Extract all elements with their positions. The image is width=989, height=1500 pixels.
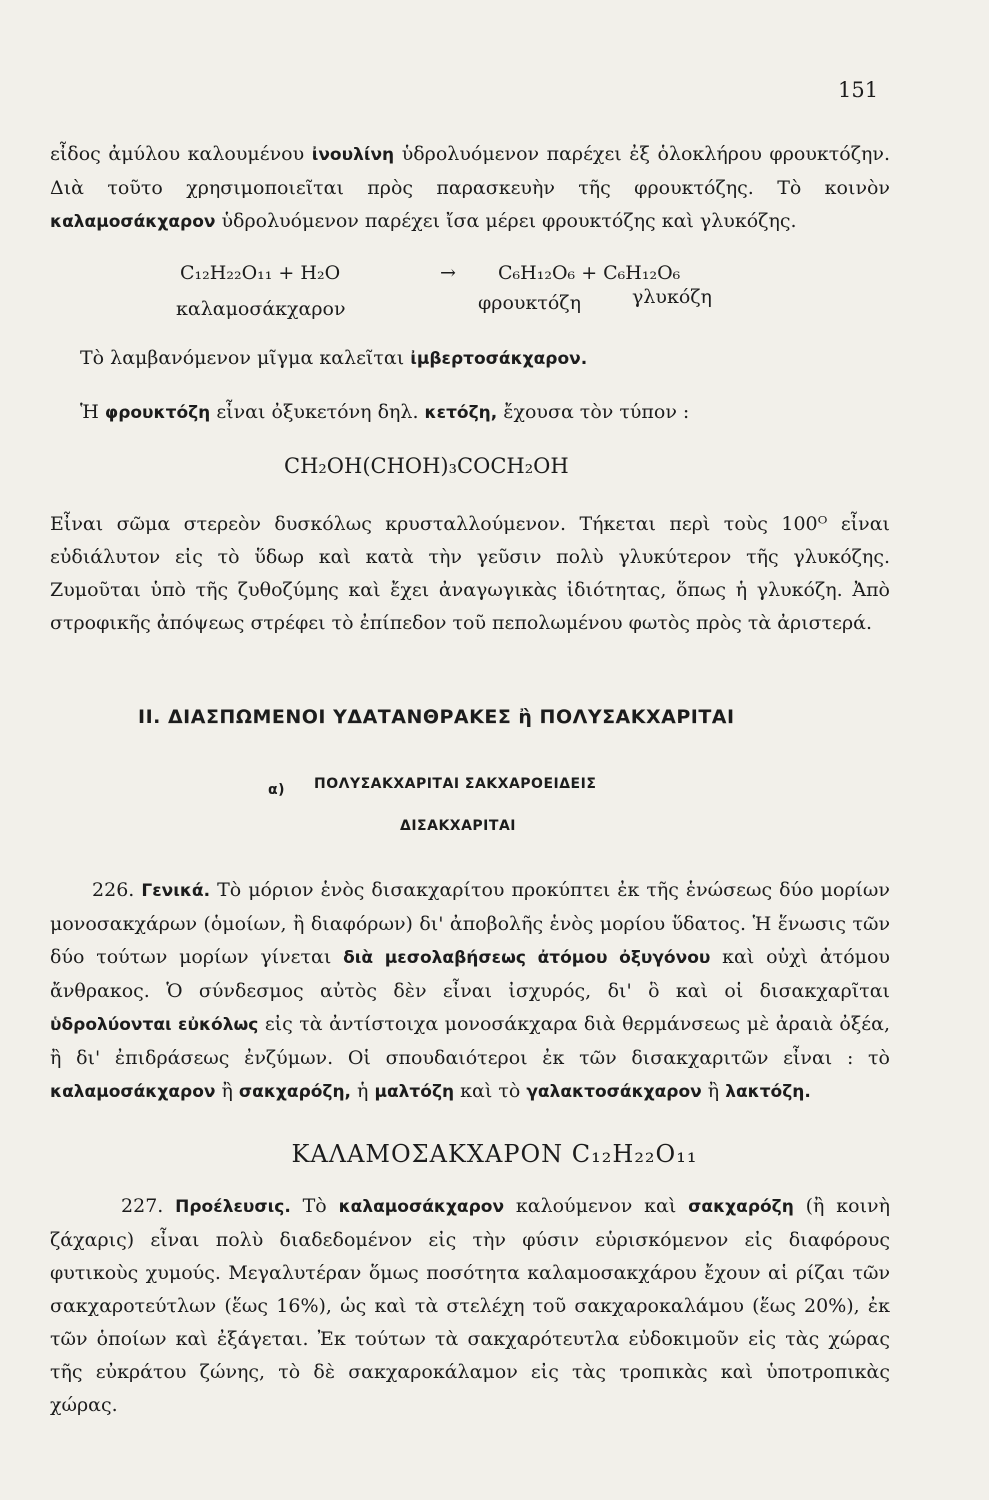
- equation-label-sucrose: καλαμοσάκχαρον: [176, 298, 346, 320]
- equation-label-fructose: φρουκτόζη: [478, 292, 581, 314]
- p226-bold-hydrolysis: ὑδρολύονται εὐκόλως: [50, 1015, 259, 1035]
- p226-text-2: καὶ οὐχὶ ἀτόμου ἄνθρακος. Ὁ σύνδεσμος αὐτὸς δὲν εἶναι ἰσχυρός, δι' ὃ καὶ οἱ δισακχαρῖται: [50, 946, 890, 1002]
- intro-bold-inulin: ἰνουλίνη: [311, 145, 395, 165]
- invert-sugar-line: [80, 342, 920, 376]
- equation-arrow: →: [440, 262, 456, 284]
- intro-text-1: εἶδος ἀμύλου καλουμένου: [50, 143, 312, 165]
- p227-number: 227.: [121, 1195, 176, 1217]
- intro-bold-sucrose: καλαμοσάκχαρον: [50, 212, 216, 232]
- p226-text-5: ἡ: [351, 1080, 375, 1102]
- fructose-bold-2: κετόζη,: [424, 403, 498, 423]
- p226-bold-saccharose: σακχαρόζη,: [238, 1082, 352, 1102]
- fructose-bold-1: φρουκτόζη: [104, 403, 211, 423]
- p226-text-1: Τὸ μόριον ἑνὸς δισακχαρίτου προκύπτει ἐκ τῆς ἑνώσεως δύο μορίων μονοσακχάρων (ὁμοίων, ἢ διαφόρων) δι' ἀποβολῆς ἑνὸς μορίου ὕδατος. Ἡ ἕνωσις τῶν δύο τούτων μορίων γίνεται: [50, 879, 890, 968]
- fructose-formula: CH₂OH(CHOH)₃COCH₂OH: [284, 454, 569, 478]
- p226-number: 226.: [92, 879, 142, 901]
- section-heading: II. ΔΙΑΣΠΩΜΕΝΟΙ ΥΔΑΤΑΝΘΡΑΚΕΣ ἢ ΠΟΛΥΣΑΚΧΑΡΙΤΑΙ: [138, 706, 735, 728]
- p227-bold-sucrose: καλαμοσάκχαρον: [338, 1197, 505, 1217]
- equation-label-glucose: γλυκόζη: [632, 286, 712, 308]
- equation-rhs: C₆H₁₂O₆ + C₆H₁₂O₆: [498, 262, 681, 284]
- fructose-text-2: εἶναι ὀξυκετόνη δηλ.: [210, 401, 425, 423]
- p227-bold-saccharose: σακχαρόζη: [688, 1197, 794, 1217]
- p226-text-4: ἢ: [215, 1080, 239, 1102]
- p226-bold-sucrose: καλαμοσάκχαρον: [50, 1082, 216, 1102]
- p226-bold-galactose-sugar: γαλακτοσάκχαρον: [526, 1082, 702, 1102]
- paragraph-226: [50, 874, 890, 1109]
- invert-text: Τὸ λαμβανόμενον μῖγμα καλεῖται: [80, 347, 411, 369]
- p227-bold-origin: Προέλευσις.: [175, 1197, 291, 1217]
- p226-bold-oxygen: διὰ μεσολαβήσεως ἀτόμου ὀξυγόνου: [343, 948, 711, 968]
- intro-text-2: ὑδρολυόμενον παρέχει ἐξ ὁλοκλήρου φρουκτόζην. Διὰ τοῦτο χρησιμοποιεῖται πρὸς παρασκευὴν τῆς φρουκτόζης. Τὸ κοινὸν: [50, 143, 890, 199]
- paragraph-227: [50, 1190, 890, 1422]
- fructose-line: [80, 396, 920, 430]
- p227-text-3: (ἢ κοινὴ ζάχαρις) εἶναι πολὺ διαδεδομένον εἰς τὴν φύσιν εὑρισκόμενον εἰς διαφόρους φυτικοὺς χυμούς. Μεγαλυτέραν ὅμως ποσότητα καλαμοσακχάρου ἔχουν αἱ ρίζαι τῶν σακχαροτεύτλων (ἕως 16%), ὡς καὶ τὰ στελέχη τοῦ σακχαροκαλάμου (ἕως 20%), ἐκ τῶν ὁποίων καὶ ἐξάγεται. Ἐκ τούτων τὰ σακχαρότευτλα εὐδοκιμοῦν εἰς τὰς χώρας τῆς εὐκράτου ζώνης, τὸ δὲ σακχαροκάλαμον εἰς τὰς τροπικὰς καὶ ὑποτροπικὰς χώρας.: [50, 1195, 890, 1416]
- subheading-prefix: α): [268, 782, 286, 798]
- sucrose-title: ΚΑΛΑΜΟΣΑΚΧΑΡΟΝ C₁₂H₂₂O₁₁: [291, 1140, 698, 1168]
- fructose-text-1: Ἡ: [80, 401, 105, 423]
- subheading-disaccharides: ΔΙΣΑΚΧΑΡΙΤΑΙ: [400, 818, 516, 834]
- p226-text-7: ἢ: [701, 1080, 726, 1102]
- equation-lhs: C₁₂H₂₂O₁₁ + H₂O: [180, 262, 341, 284]
- p227-text-1: Τὸ: [290, 1195, 339, 1217]
- p226-bold-general: Γενικά.: [141, 881, 211, 901]
- p226-text-6: καὶ τὸ: [454, 1080, 527, 1102]
- invert-bold: ἰμβερτοσάκχαρον.: [410, 349, 588, 369]
- intro-paragraph: [50, 138, 890, 239]
- p227-text-2: καλούμενον καὶ: [504, 1195, 689, 1217]
- subheading-polysaccharides: ΠΟΛΥΣΑΚΧΑΡΙΤΑΙ ΣΑΚΧΑΡΟΕΙΔΕΙΣ: [314, 776, 597, 792]
- intro-text-3: ὑδρολυόμενον παρέχει ἴσα μέρει φρουκτόζης καὶ γλυκόζης.: [215, 210, 797, 232]
- p226-bold-maltose: μαλτόζη: [374, 1082, 455, 1102]
- fructose-description: Εἶναι σῶμα στερεὸν δυσκόλως κρυσταλλούμενον. Τήκεται περὶ τοὺς 100ᴼ εἶναι εὐδιάλυτον εἰς τὸ ὕδωρ καὶ κατὰ τὴν γεῦσιν πολὺ γλυκύτερον τῆς γλυκόζης. Ζυμοῦται ὑπὸ τῆς ζυθοζύμης καὶ ἔχει ἀναγωγικὰς ἰδιότητας, ὅπως ἡ γλυκόζη. Ἀπὸ στροφικῆς ἀπόψεως στρέφει τὸ ἐπίπεδον τοῦ πεπολωμένου φωτὸς πρὸς τὰ ἀριστερά.: [50, 513, 890, 634]
- p226-text-3: εἰς τὰ ἀντίστοιχα μονοσάκχαρα διὰ θερμάνσεως μὲ ἀραιὰ ὀξέα, ἢ δι' ἐπιδράσεως ἐνζύμων. Οἱ σπουδαιότεροι ἐκ τῶν δισακχαριτῶν εἶναι : τὸ: [50, 1013, 890, 1069]
- p226-bold-lactose: λακτόζη.: [725, 1082, 811, 1102]
- fructose-text-3: ἔχουσα τὸν τύπον :: [497, 401, 690, 423]
- page-number: 151: [838, 78, 879, 102]
